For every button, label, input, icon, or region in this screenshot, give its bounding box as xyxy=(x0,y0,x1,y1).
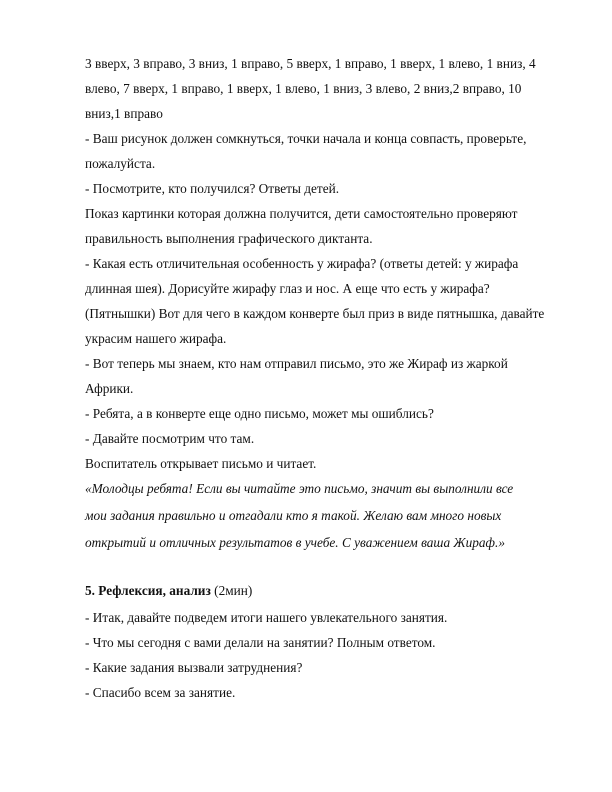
paragraph-line: правильность выполнения графического диктанта. xyxy=(85,231,373,246)
paragraph-line: - Ваш рисунок должен сомкнуться, точки начала и конца совпасть, проверьте, xyxy=(85,131,527,146)
paragraph-line: Африки. xyxy=(85,381,134,396)
paragraph-line: - Вот теперь мы знаем, кто нам отправил письмо, это же Жираф из жаркой xyxy=(85,356,508,371)
letter-quote-line: открытий и отличных результатов в учебе. С уважением ваша Жираф.» xyxy=(85,535,505,550)
paragraph-line: вниз,1 вправо xyxy=(85,106,163,121)
paragraph-line: - Давайте посмотрим что там. xyxy=(85,431,255,446)
paragraph-line: - Что мы сегодня с вами делали на занятии? Полным ответом. xyxy=(85,635,436,650)
paragraph-line: влево, 7 вверх, 1 вправо, 1 вверх, 1 влево, 1 вниз, 3 влево, 2 вниз,2 вправо, 10 xyxy=(85,81,522,96)
paragraph-line: украсим нашего жирафа. xyxy=(85,331,227,346)
section-heading xyxy=(85,583,252,599)
paragraph-line: пожалуйста. xyxy=(85,156,156,171)
paragraph-line: - Итак, давайте подведем итоги нашего увлекательного занятия. xyxy=(85,610,448,625)
paragraph-line: - Какие задания вызвали затруднения? xyxy=(85,660,303,675)
paragraph-line: Воспитатель открывает письмо и читает. xyxy=(85,456,317,471)
letter-quote-line: мои задания правильно и отгадали кто я такой. Желаю вам много новых xyxy=(85,508,502,523)
paragraph-line: - Посмотрите, кто получился? Ответы детей. xyxy=(85,181,340,196)
section-heading-duration: (2мин) xyxy=(210,583,253,598)
paragraph-line: Показ картинки которая должна получится, дети самостоятельно проверяют xyxy=(85,206,518,221)
paragraph-line: - Какая есть отличительная особенность у жирафа? (ответы детей: у жирафа xyxy=(85,256,519,271)
paragraph-line: - Ребята, а в конверте еще одно письмо, может мы ошиблись? xyxy=(85,406,434,421)
section-heading-title: 5. Рефлексия, анализ xyxy=(85,583,211,598)
paragraph-line: длинная шея). Дорисуйте жирафу глаз и нос. А еще что есть у жирафа? xyxy=(85,281,490,296)
paragraph-line: (Пятнышки) Вот для чего в каждом конверте был приз в виде пятнышка, давайте xyxy=(85,306,545,321)
paragraph-line: 3 вверх, 3 вправо, 3 вниз, 1 вправо, 5 вверх, 1 вправо, 1 вверх, 1 влево, 1 вниз, 4 xyxy=(85,56,536,71)
paragraph-line: - Спасибо всем за занятие. xyxy=(85,685,236,700)
letter-quote-line: «Молодцы ребята! Если вы читайте это письмо, значит вы выполнили все xyxy=(85,481,514,496)
